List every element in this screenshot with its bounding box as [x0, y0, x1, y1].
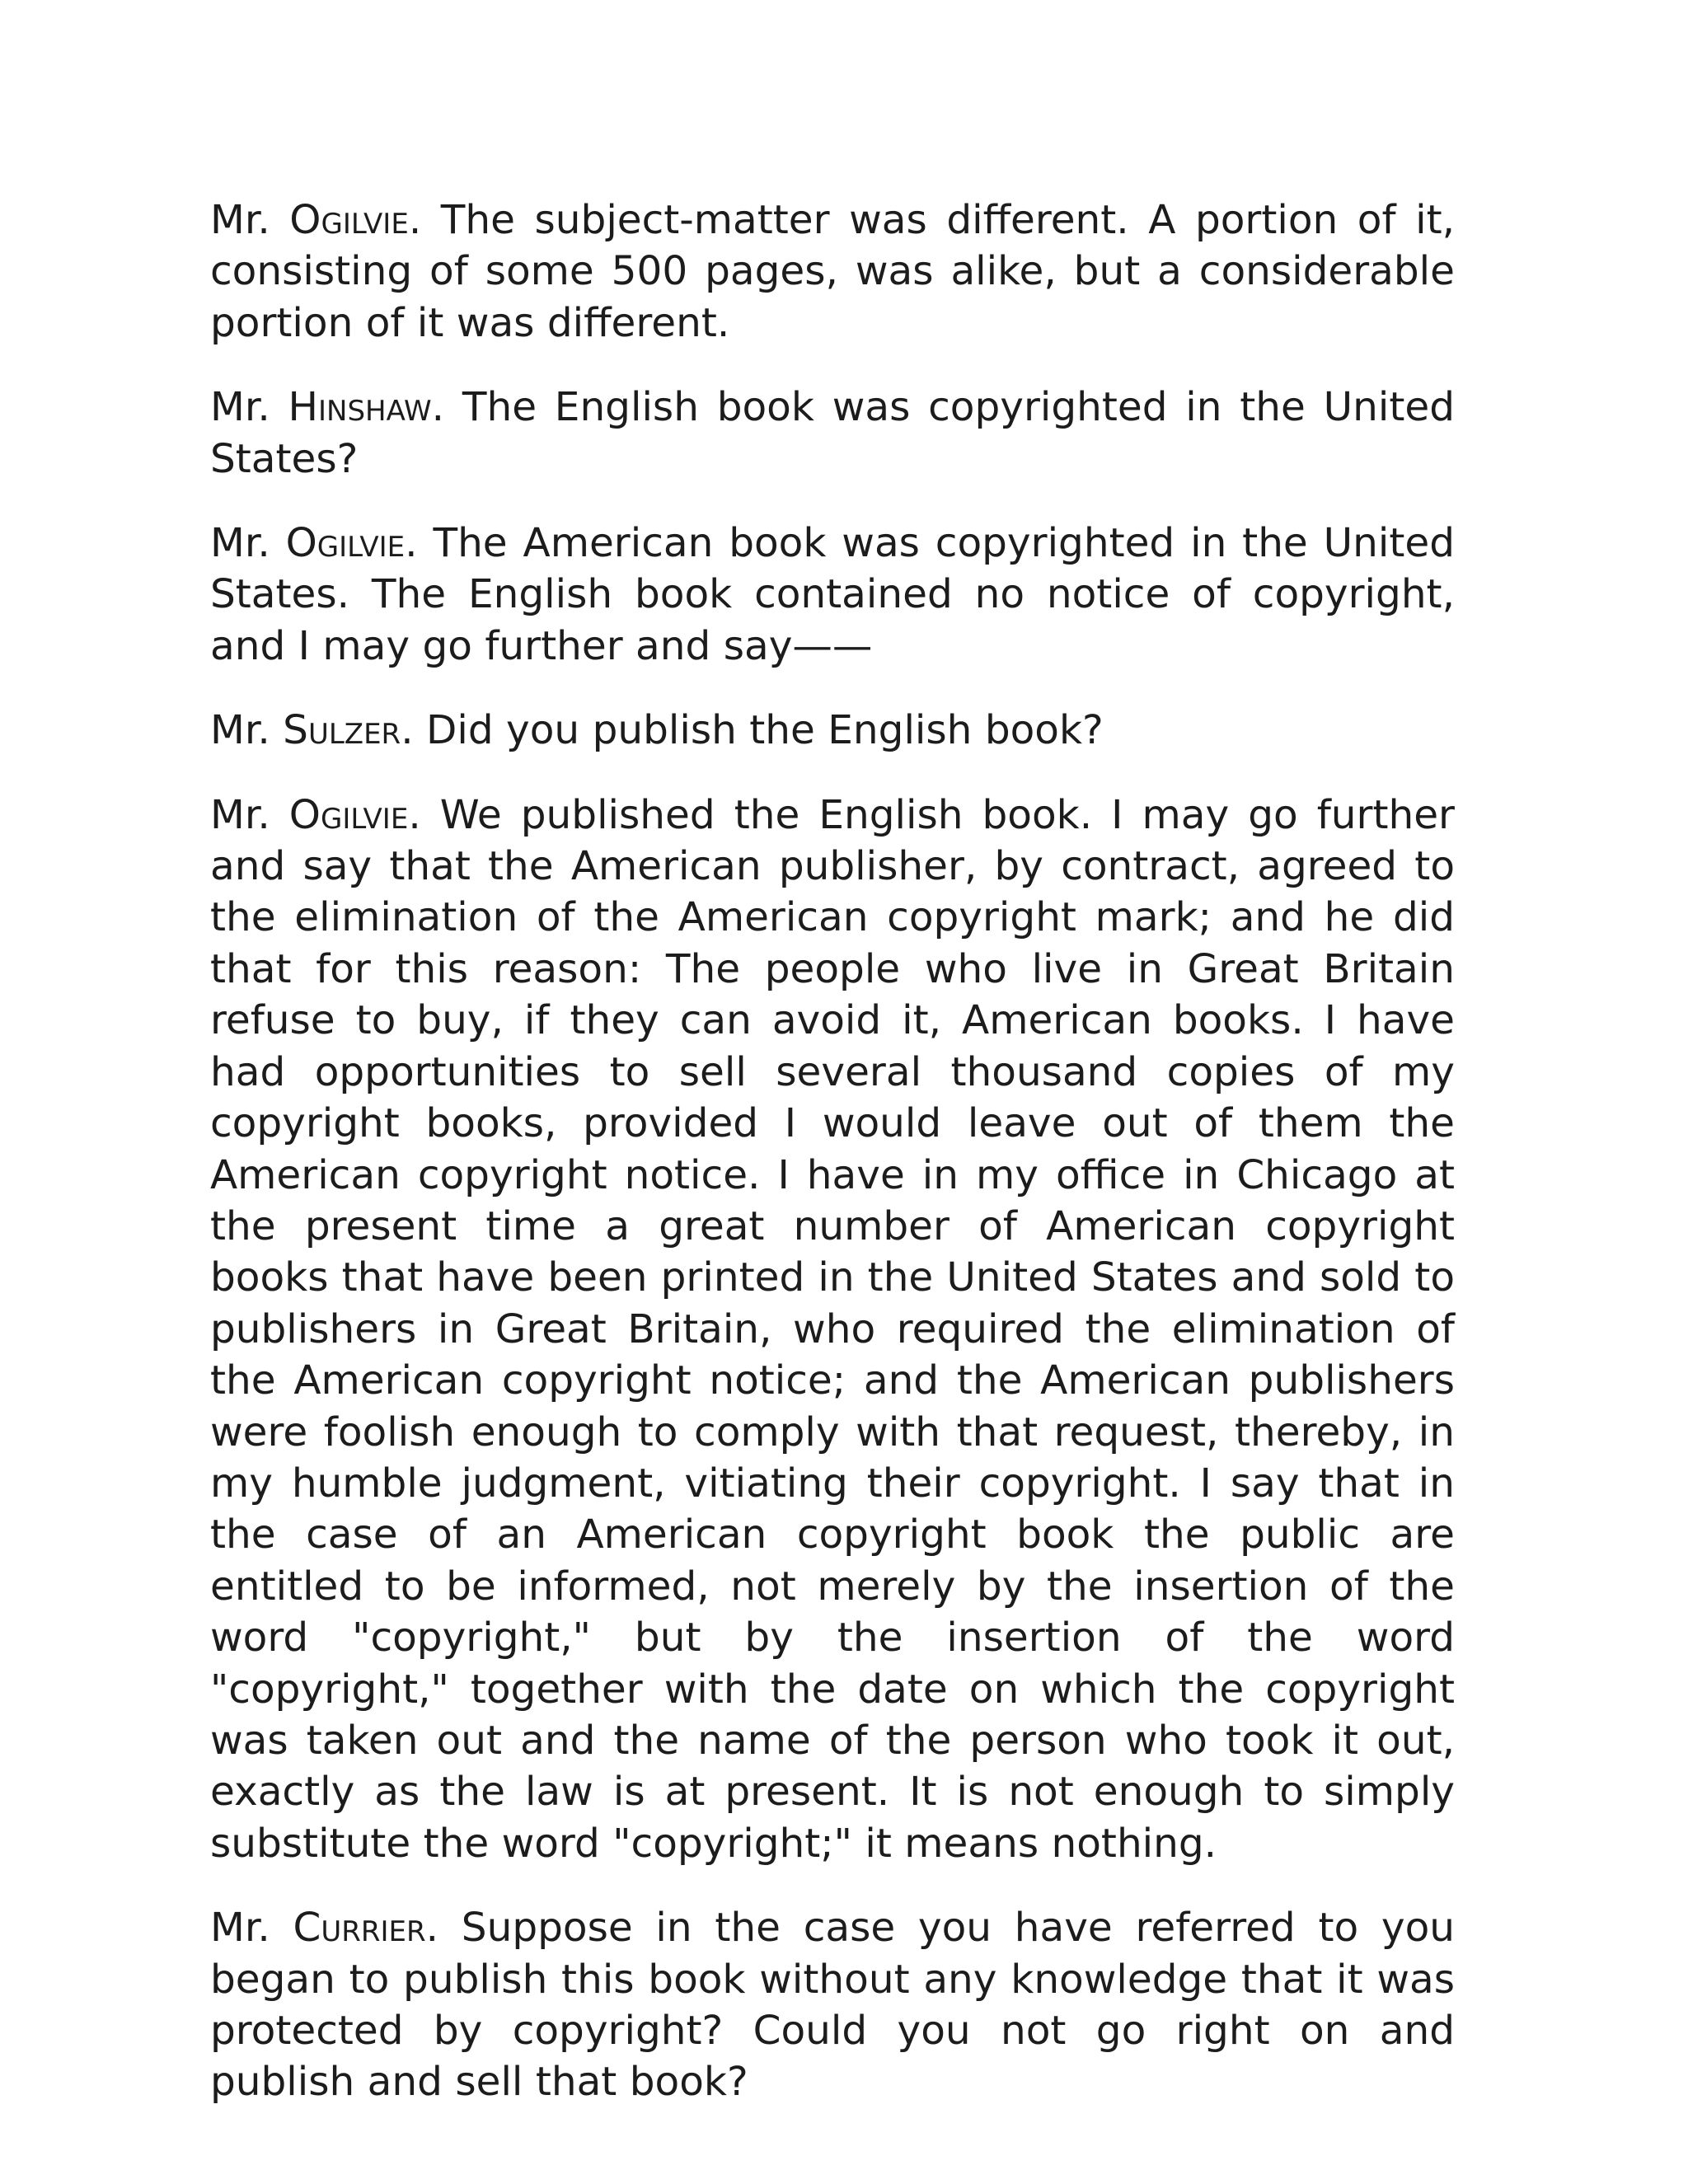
paragraph — [210, 790, 1455, 1870]
paragraph-text: . Suppose in the case you have referred to you began to publish this book without any knowledge that it was protected by copyright? Could you not go right on and publish and sell that book? — [210, 1905, 1455, 2106]
speaker-name: Sulzer — [283, 707, 401, 754]
paragraph-text: . The subject-matter was different. A portion of it, consisting of some 500 pages, was alike, but a considerable portion of it was different. — [210, 197, 1455, 346]
paragraph — [210, 382, 1455, 485]
speaker-title: Mr. — [210, 1905, 293, 1952]
speaker-title: Mr. — [210, 197, 290, 243]
paragraph — [210, 705, 1455, 756]
paragraph — [210, 1902, 1455, 2108]
speaker-name: Ogilvie — [285, 520, 406, 567]
paragraph — [210, 194, 1455, 349]
speaker-name: Hinshaw — [288, 384, 432, 431]
document-page — [210, 194, 1455, 2141]
speaker-name: Currier — [293, 1905, 426, 1952]
speaker-name: Ogilvie — [289, 197, 409, 243]
paragraph-text: . The English book was copyrighted in the United States? — [210, 384, 1455, 482]
paragraph — [210, 518, 1455, 672]
speaker-title: Mr. — [210, 384, 288, 431]
speaker-name: Ogilvie — [288, 791, 409, 838]
paragraph-text: . The American book was copyrighted in the United States. The English book contained no notice of copyright, and I may go further and say—— — [210, 520, 1455, 669]
speaker-title: Mr. — [210, 520, 286, 567]
speaker-title: Mr. — [210, 791, 289, 838]
paragraph-text: . Did you publish the English book? — [401, 707, 1104, 754]
speaker-title: Mr. — [210, 707, 284, 754]
paragraph-text: . We published the English book. I may go further and say that the American publisher, by contract, agreed to the elimination of the American copyright mark; and he did that for this reason: The people who live in Great Britain refuse to buy, if they can avoid it, American books. I have had opportunities to sell several thousand copies of my copyright books, provided I would leave out of them the American copyright notice. I have in my office in Chicago at the present time a great number of American copyright books that have been printed in the United States and sold to publishers in Great Britain, who required the elimination of the American copyright notice; and the American publishers were foolish enough to comply with that request, thereby, in my humble judgment, vitiating their copyright. I say that in the case of an American copyright book the public are entitled to be informed, not merely by the insertion of the word "copyright," but by the insertion of the word "copyright," together with the date on which the copyright was taken out and the name of the person who took it out, exactly as the law is at present. It is not enough to simply substitute the word "copyright;" it means nothing. — [210, 791, 1455, 1867]
